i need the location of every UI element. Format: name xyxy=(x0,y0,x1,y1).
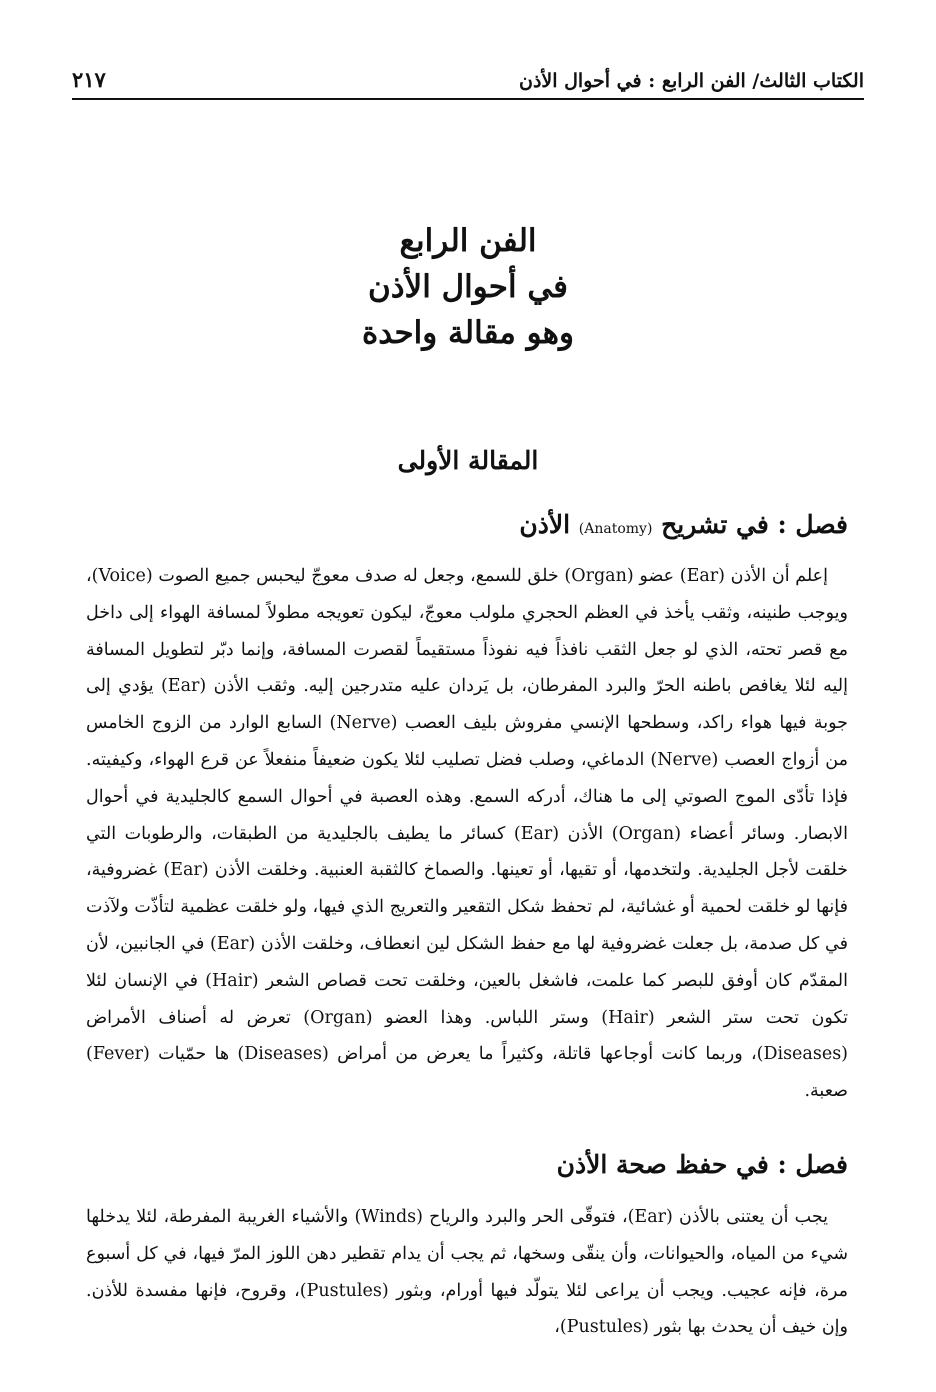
page-number: ٢١٧ xyxy=(72,67,106,92)
section-heading-anatomy-part1: فصل : في تشريح xyxy=(661,510,848,539)
anatomy-paragraph: إعلم أن الأذن (Ear) عضو (Organ) خلق للسمع، وجعل له صدف معوجّ ليحبس جميع الصوت (Voice)، ويوجب طنينه، وثقب يأخذ في العظم الحجري ملولب معوجّ، ليكون تعويجه مطولاً لمسافة الهواء إلى داخل مع قصر تحته، الذي لو جعل الثقب نافذاً فيه نفوذاً مستقيماً لقصرت المسافة، وإنما دبّر لتطويل المسافة إليه لئلا يغافص باطنه الحرّ والبرد المفرطان، بل يَردان عليه متدرجين إليه. وثقب الأذن (Ear) يؤدي إلى جوبة فيها هواء راكد، وسطحها الإنسي مفروش بليف العصب (Nerve) السابع الوارد من الزوج الخامس من أزواج العصب (Nerve) الدماغي، وصلب فضل تصليب لئلا يكون ضعيفاً منفعلاً عن قرع الهواء، وكيفيته. فإذا تأدّى الموج الصوتي إلى ما هناك، أدركه السمع. وهذه العصبة في أحوال السمع كالجليدية في أحوال الابصار. وسائر أعضاء (Organ) الأذن (Ear) كسائر ما يطيف بالجليدية من الطبقات، والرطوبات التي خلقت لأجل الجليدية. ولتخدمها، أو تقيها، أو تعينها. والصماخ كالثقبة العنبية. وخلقت الأذن (Ear) غضروفية، فإنها لو خلقت لحمية أو غشائية، لم تحفظ شكل التقعير والتعريج الذي فيها، ولو خلقت عظمية لتأذّت ولآذت في كل صدمة، بل جعلت غضروفية لها مع حفظ الشكل لين انعطاف، وخلقت الأذن (Ear) في الجانبين، لأن المقدّم كان أوفق للبصر كما علمت، فاشغل بالعين، وخلقت تحت قصاص الشعر (Hair) في الإنسان لئلا تكون تحت ستر الشعر (Hair) وستر اللباس. وهذا العضو (Organ) تعرض له أصناف الأمراض (Diseases)، وربما كانت أوجاعها قاتلة، وكثيراً ما يعرض من أمراض (Diseases) ها حمّيات (Fever) صعبة. xyxy=(86,566,848,1102)
anatomy-section-body xyxy=(86,558,848,1110)
running-header xyxy=(72,52,864,100)
ear-health-paragraph: يجب أن يعتنى بالأذن (Ear)، فتوقّى الحر والبرد والرياح (Winds) والأشياء الغريبة المفرطة، لئلا يدخلها شيء من المياه، والحيوانات، وأن ينقّى وسخها، ثم يجب أن يدام تقطير دهن اللوز المرّ فيها، في كل أسبوع مرة، فإنه عجيب. ويجب أن يراعى لئلا يتولّد فيها أورام، وبثور (Pustules)، وقروح، فإنها مفسدة للأذن. وإن خيف أن يحدث بها بثور (Pustules)، xyxy=(86,1207,848,1338)
section-heading-anatomy xyxy=(519,510,848,539)
part-title-line-1: الفن الرابع xyxy=(399,223,537,259)
section-heading-anatomy-english: (Anatomy) xyxy=(578,521,653,537)
ear-health-section-body xyxy=(86,1199,848,1346)
section-heading-anatomy-part2: الأذن xyxy=(519,510,571,539)
running-title: الكتاب الثالث/ الفن الرابع : في أحوال الأذن xyxy=(518,70,864,92)
part-title-line-3: وهو مقالة واحدة xyxy=(362,315,574,351)
part-title-line-2: في أحوال الأذن xyxy=(367,269,569,305)
section-heading-ear-health: فصل : في حفظ صحة الأذن xyxy=(556,1150,848,1179)
maqala-heading: المقالة الأولى xyxy=(397,446,539,475)
part-title xyxy=(72,218,864,356)
